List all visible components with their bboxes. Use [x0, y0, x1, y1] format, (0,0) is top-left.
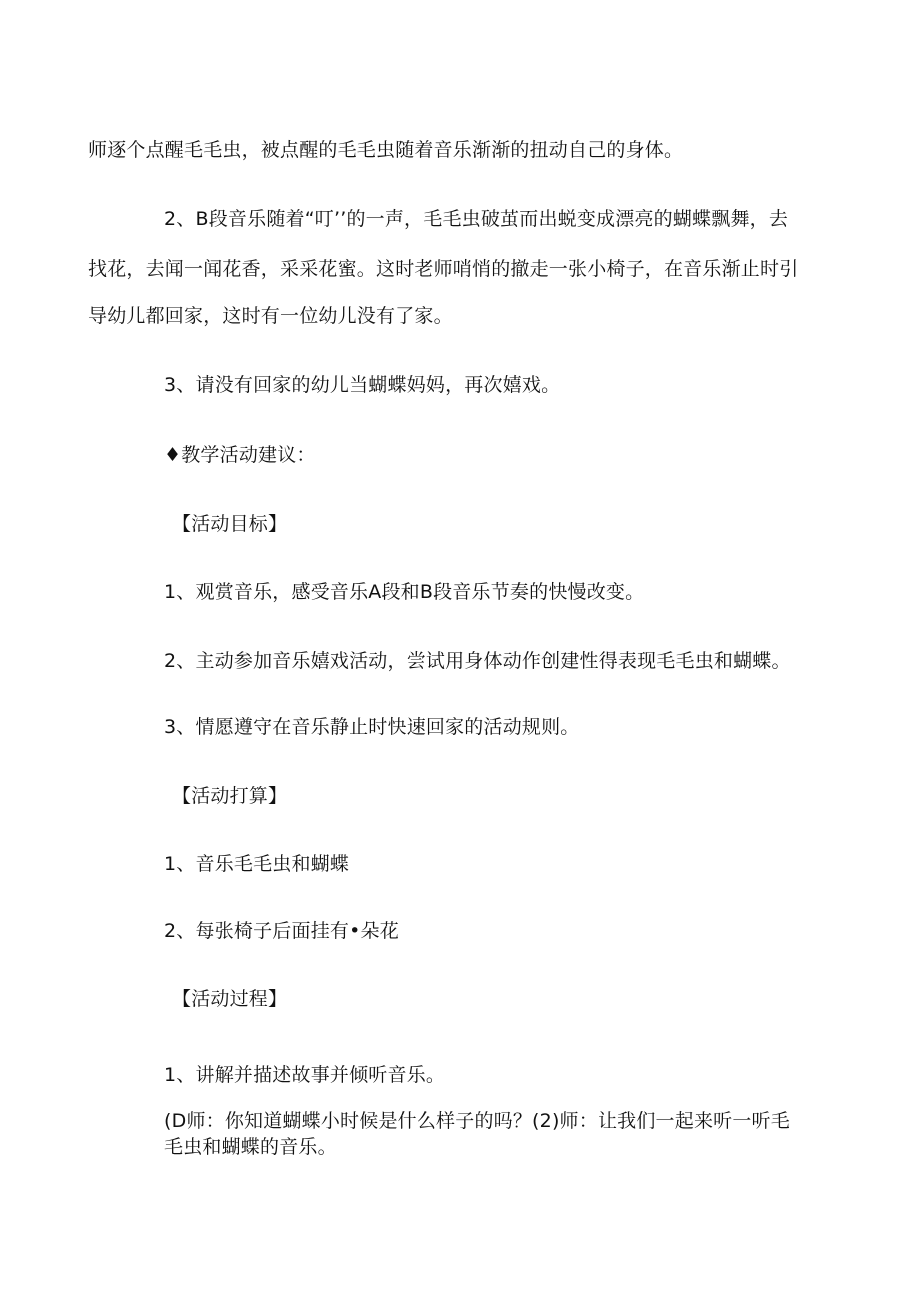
goal-item-1: 1、观赏音乐，感受音乐A段和B段音乐节奏的快慢改变。: [164, 581, 645, 603]
subheading-goals: 【活动目标】: [172, 513, 288, 535]
preparation-item-2: 2、每张椅子后面挂有•朵花: [164, 920, 399, 942]
process-detail-line-1: (D师：你知道蝴蝶小时候是什么样子的吗？(2)师：让我们一起来听一听毛: [164, 1110, 790, 1132]
paragraph-line-2: 2、B段音乐随着“叮’’的一声，毛毛虫破茧而出蜕变成漂亮的蝴蝶飘舞，去: [164, 208, 789, 230]
paragraph-line-1: 师逐个点醒毛毛虫，被点醒的毛毛虫随着音乐渐渐的扭动自己的身体。: [88, 139, 684, 161]
subheading-process: 【活动过程】: [172, 988, 288, 1010]
preparation-item-1: 1、音乐毛毛虫和蝴蝶: [164, 853, 350, 875]
goal-item-2: 2、主动参加音乐嬉戏活动，尝试用身体动作创建性得表现毛毛虫和蝴蝶。: [164, 650, 791, 672]
goal-item-3: 3、情愿遵守在音乐静止时快速回家的活动规则。: [164, 716, 580, 738]
process-detail-line-2: 毛虫和蝴蝶的音乐。: [164, 1136, 337, 1158]
subheading-preparation: 【活动打算】: [172, 785, 288, 807]
paragraph-line-5: 3、请没有回家的幼儿当蝴蝶妈妈，再次嬉戏。: [164, 374, 561, 396]
section-heading: ♦教学活动建议：: [164, 444, 316, 466]
paragraph-line-3: 找花，去闻一闻花香，采采花蜜。这时老师哨悄的撤走一张小椅子，在音乐渐止时引: [88, 258, 799, 280]
process-item-1: 1、讲解并描述故事并倾听音乐。: [164, 1064, 446, 1086]
paragraph-line-4: 导幼儿都回家，这时有一位幼儿没有了家。: [88, 305, 453, 327]
